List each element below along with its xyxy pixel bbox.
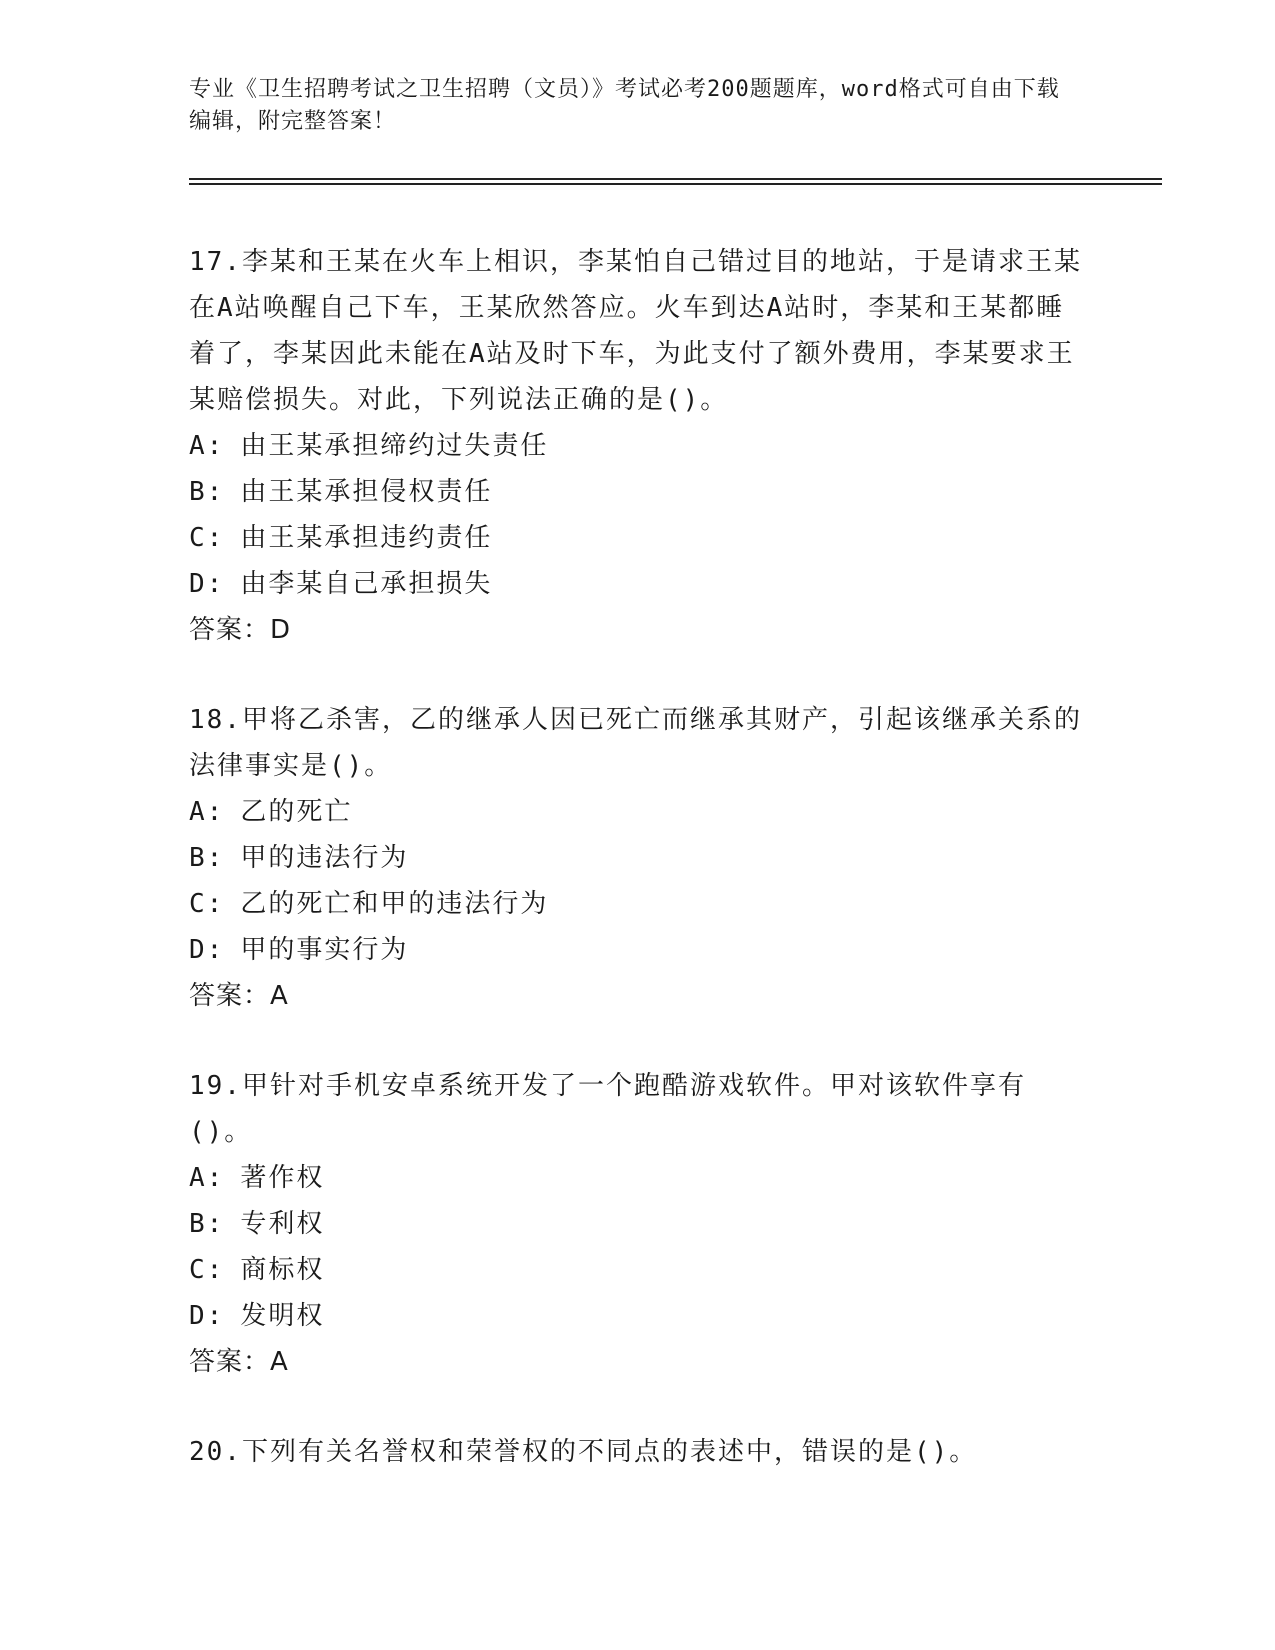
option-d xyxy=(189,1293,1089,1339)
option-letter: D: xyxy=(189,569,225,599)
option-a xyxy=(189,789,1089,835)
option-letter: B: xyxy=(189,1209,225,1239)
question-stem: 18.甲将乙杀害，乙的继承人因已死亡而继承其财产，引起该继承关系的法律事实是()。 xyxy=(189,705,1082,781)
option-text: 发明权 xyxy=(240,1301,325,1331)
question-stem: 19.甲针对手机安卓系统开发了一个跑酷游戏软件。甲对该软件享有()。 xyxy=(189,1071,1026,1147)
question-stem: 17.李某和王某在火车上相识，李某怕自己错过目的地站，于是请求王某在A站唤醒自己下车，王某欣然答应。火车到达A站时，李某和王某都睡着了，李某因此未能在A站及时下车，为此支付了额外费用，李某要求王某赔偿损失。对此，下列说法正确的是()。 xyxy=(189,247,1082,415)
option-text: 由李某自己承担损失 xyxy=(240,569,493,599)
option-letter: D: xyxy=(189,1301,225,1331)
option-b xyxy=(189,835,1089,881)
option-text: 由王某承担违约责任 xyxy=(240,523,493,553)
question-18 xyxy=(189,697,1089,1019)
option-text: 由王某承担缔约过失责任 xyxy=(240,431,549,461)
question-20 xyxy=(189,1429,1089,1475)
option-d xyxy=(189,927,1089,973)
question-stem: 20.下列有关名誉权和荣誉权的不同点的表述中，错误的是()。 xyxy=(189,1437,978,1467)
question-19 xyxy=(189,1063,1089,1385)
option-letter: A: xyxy=(189,1163,225,1193)
header-divider-top xyxy=(189,178,1162,180)
answer-line: 答案：A xyxy=(189,1347,289,1377)
answer-line: 答案：D xyxy=(189,615,292,645)
option-letter: B: xyxy=(189,477,225,507)
question-17 xyxy=(189,239,1089,653)
option-a xyxy=(189,423,1089,469)
option-letter: D: xyxy=(189,935,225,965)
option-text: 专利权 xyxy=(240,1209,325,1239)
option-b xyxy=(189,469,1089,515)
option-c xyxy=(189,1247,1089,1293)
option-a xyxy=(189,1155,1089,1201)
option-c xyxy=(189,881,1089,927)
option-letter: A: xyxy=(189,797,225,827)
option-letter: B: xyxy=(189,843,225,873)
option-letter: C: xyxy=(189,1255,225,1285)
option-letter: C: xyxy=(189,889,225,919)
option-text: 乙的死亡 xyxy=(240,797,353,827)
answer-line: 答案：A xyxy=(189,981,289,1011)
option-text: 商标权 xyxy=(240,1255,325,1285)
option-d xyxy=(189,561,1089,607)
option-b xyxy=(189,1201,1089,1247)
header-divider-bottom xyxy=(189,183,1162,185)
option-text: 甲的事实行为 xyxy=(240,935,409,965)
option-letter: A: xyxy=(189,431,225,461)
option-c xyxy=(189,515,1089,561)
option-letter: C: xyxy=(189,523,225,553)
option-text: 乙的死亡和甲的违法行为 xyxy=(240,889,549,919)
option-text: 甲的违法行为 xyxy=(240,843,409,873)
document-intro: 专业《卫生招聘考试之卫生招聘（文员）》考试必考200题题库，word格式可自由下载编辑，附完整答案！ xyxy=(189,77,1060,134)
option-text: 由王某承担侵权责任 xyxy=(240,477,493,507)
question-list xyxy=(189,239,1089,1519)
option-text: 著作权 xyxy=(240,1163,325,1193)
